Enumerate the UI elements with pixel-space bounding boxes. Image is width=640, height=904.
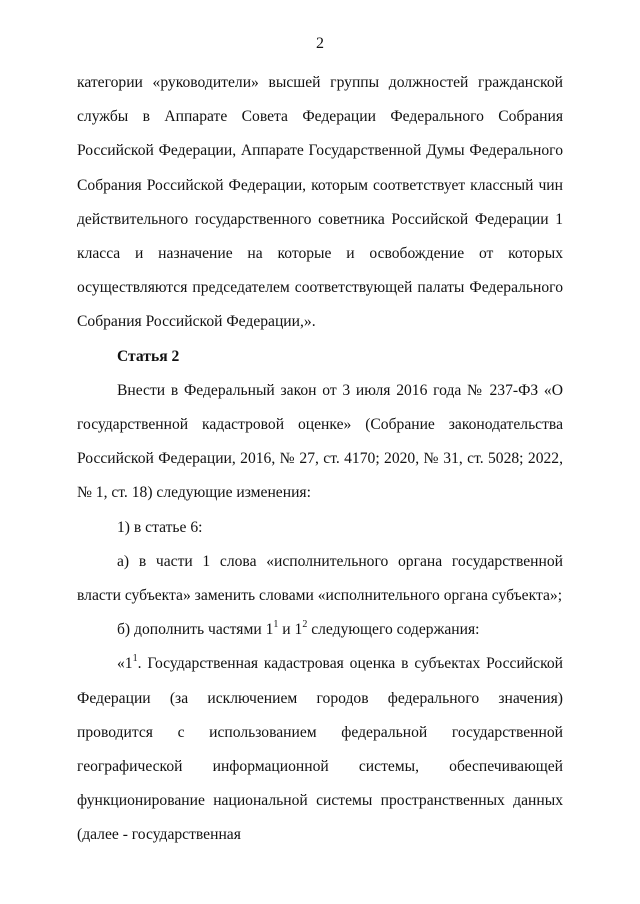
page-number: 2 [316,35,324,52]
paragraph-item-a: а) в части 1 слова «исполнительного органа государственной власти субъекта» заменить словами «исполнительного органа субъекта»; [77,552,563,605]
quoted-part-text: . Государственная кадастровая оценка в субъектах Российской Федерации (за исключением городов федерального значения) проводится с использованием федеральной государственной географической информационной системы, обеспечивающей функционирование национальной системы пространственных данных (далее - государственная [77,655,563,844]
paragraph-item-1: 1) в статье 6: [117,518,203,536]
paragraph-quoted-part [77,647,563,852]
paragraph-amendment-intro: Внести в Федеральный закон от 3 июля 2016 года № 237-ФЗ «О государственной кадастровой оценке» (Собрание законодательства Российской Федерации, 2016, № 27, ст. 4170; 2020, № 31, ст. 5028; 2022, № 1, ст. 18) следующие изменения: [77,381,563,502]
document-body [77,66,563,853]
quoted-part-start: «1 [117,655,133,673]
quoted-part-sup: 1 [132,653,138,665]
item-b-sup-2: 2 [302,619,308,631]
item-b-sup-1: 1 [273,619,279,631]
paragraph-continuation: категории «руководители» высшей группы должностей гражданской службы в Аппарате Совета Федерации Федерального Собрания Российской Федерации, Аппарате Государственной Думы Федерального Собрания Российской Федерации, которым соответствует классный чин действительного государственного советника Российской Федерации 1 класса и назначение на которые и освобождение от которых осуществляются председателем соответствующей палаты Федерального Собрания Российской Федерации,». [77,74,563,331]
article-heading: Статья 2 [117,347,180,365]
item-b-text-3: следующего содержания: [307,621,480,639]
item-b-text-2: и 1 [278,621,303,639]
paragraph-item-b [77,613,563,647]
item-b-text-1: б) дополнить частями 1 [117,621,274,639]
